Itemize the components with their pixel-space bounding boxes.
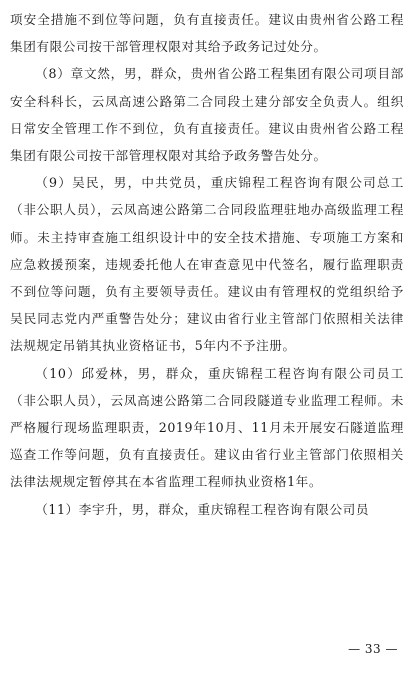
paragraph-item-10: （10）邱爱林，男，群众，重庆锦程工程咨询有限公司员工（非公职人员），云凤高速公路第二合同段隧道专业监理工程师。未严格履行现场监理职责，2019年10月、11月未开展安石隧道监理巡查工作等问题，负有直接责任。建议由省行业主管部门依照相关法律法规规定暂停其在本省监理工程师执业资格1年。 bbox=[10, 365, 404, 490]
paragraph-item-9: （9）吴民，男，中共党员，重庆锦程工程咨询有限公司总工（非公职人员），云凤高速公路第二合同段监理驻地办高级监理工程师。未主持审查施工组织设计中的安全技术措施、专项施工方案和应急救援预案，违规委托他人在审查意见中代签名，履行监理职责不到位等问题，负有主要领导责任。建议由有管理权的党组织给予吴民同志党内严重警告处分；建议由省行业主管部门依照相关法律法规规定吊销其执业资格证书，5年内不予注册。 bbox=[10, 175, 404, 354]
paragraph-continued: 项安全措施不到位等问题，负有直接责任。建议由贵州省公路工程集团有限公司按干部管理权限对其给予政务记过处分。 bbox=[10, 12, 404, 55]
paragraph-item-11: （11）李宇升，男，群众，重庆锦程工程咨询有限公司员 bbox=[35, 501, 370, 517]
paragraph-item-8: （8）章文然，男，群众，贵州省公路工程集团有限公司项目部安全科科长，云凤高速公路第二合同段土建分部安全负责人。组织日常安全管理工作不到位，负有直接责任。建议由贵州省公路工程集团有限公司按干部管理权限对其给予政务警告处分。 bbox=[10, 66, 404, 164]
page-number: — 33 — bbox=[348, 642, 398, 656]
